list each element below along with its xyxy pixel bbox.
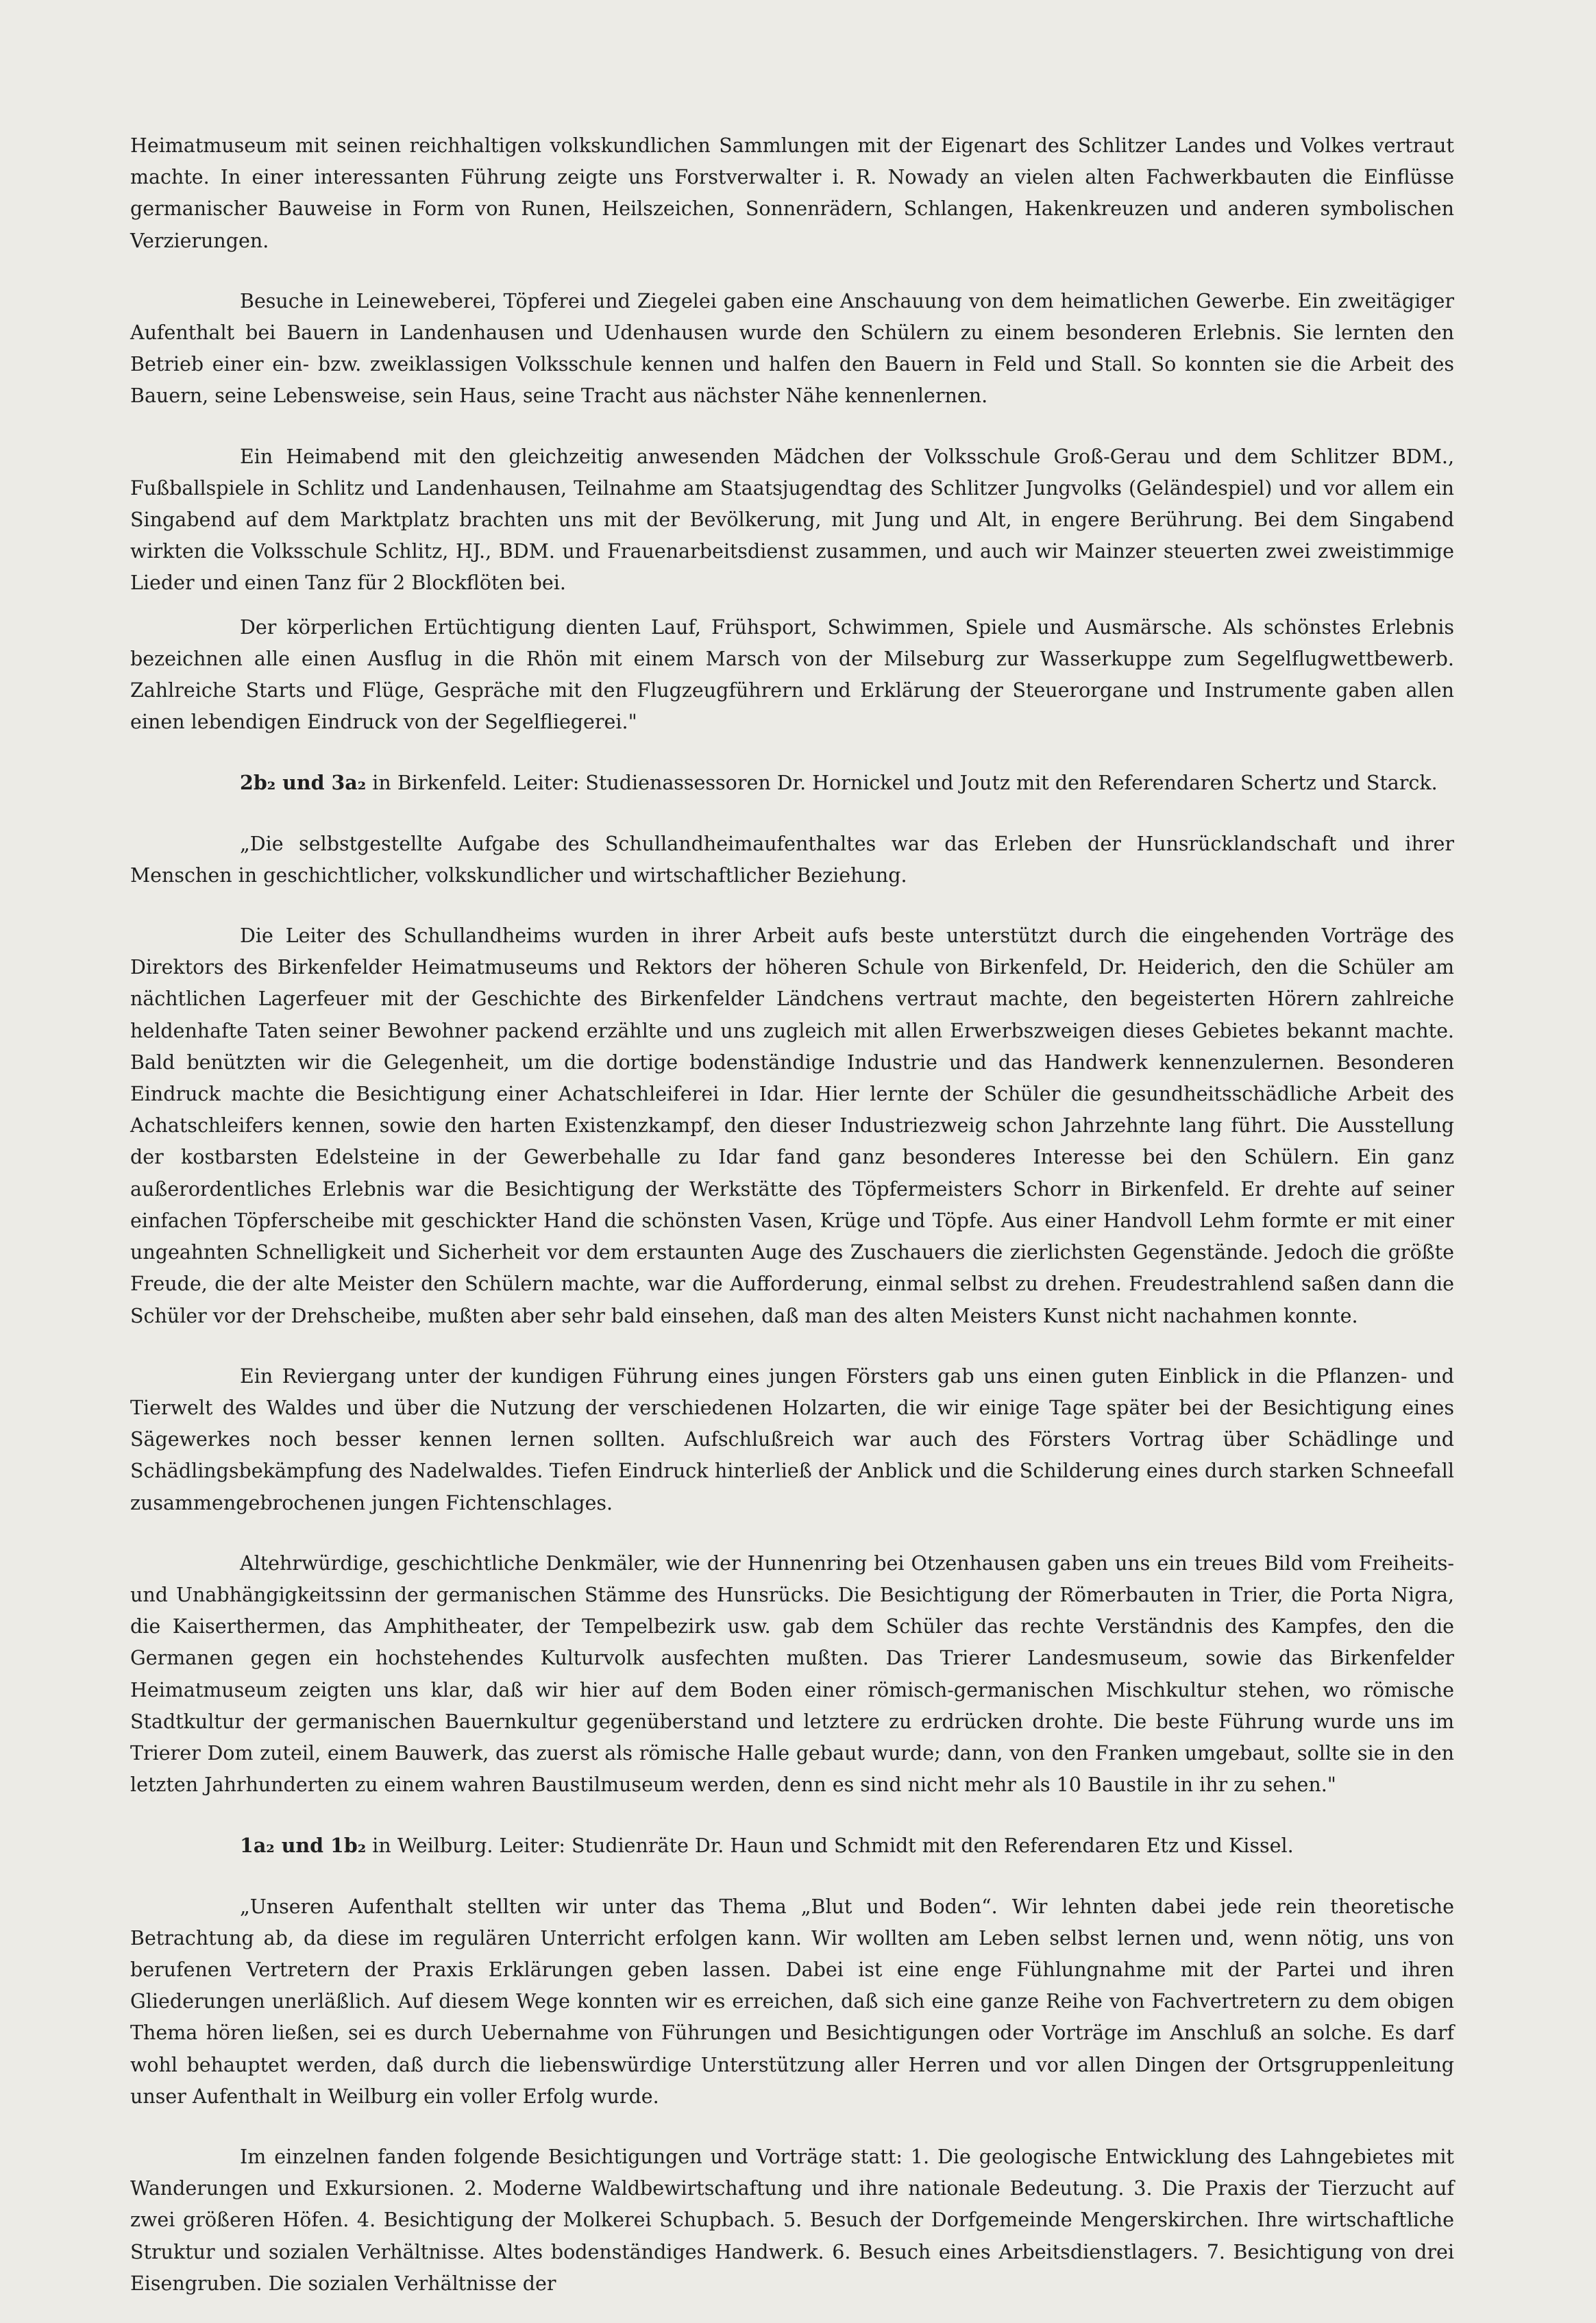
paragraph-8: Ein Reviergang unter der kundigen Führung eines jungen Försters gab uns einen guten Einblick in die Pflanzen- und Tierwelt des Waldes und über die Nutzung der verschiedenen Holzarten, die wir einige Tage später bei der Besichtigung eines Sägewerkes noch besser kennen lernen sollten. Aufschlußreich war auch des Försters Vortrag über Schädlinge und Schädlingsbekämpfung des Nadelwaldes. Tiefen Eindruck hinterließ der Anblick und die Schilderung eines durch starken Schneefall zusammengebrochenen jungen Fichtenschlages.	[130, 1364, 1454, 1514]
paragraph-3: Ein Heimabend mit den gleichzeitig anwesenden Mädchen der Volksschule Groß-Gerau und dem Schlitzer BDM., Fußballspiele in Schlitz und Landenhausen, Teilnahme am Staatsjugendtag des Schlitzer Jungvolks (Geländespiel) und vor allem ein Singabend auf dem Marktplatz brachten uns mit der Bevölkerung, mit Jung und Alt, in engere Berührung. Bei dem Singabend wirkten die Volksschule Schlitz, HJ., BDM. und Frauenarbeitsdienst zusammen, und auch wir Mainzer steuerten zwei zweistimmige Lieder und einen Tanz für 2 Blockflöten bei.	[130, 445, 1454, 595]
section-weilburg	[130, 1830, 1454, 1862]
paragraph-7: Die Leiter des Schullandheims wurden in ihrer Arbeit aufs beste unterstützt durch die eingehenden Vorträge des Direktors des Birkenfelder Heimatmuseums und Rektors der höheren Schule von Birkenfeld, Dr. Heiderich, den die Schüler am nächtlichen Lagerfeuer mit der Geschichte des Birkenfelder Ländchens vertraut machte, den begeisterten Hörern zahlreiche heldenhafte Taten seiner Bewohner packend erzählte und uns zugleich mit allen Erwerbszweigen dieses Gebietes bekannt machte. Bald benützten wir die Gelegenheit, um die dortige bodenständige Industrie und das Handwerk kennenzulernen. Besonderen Eindruck machte die Besichtigung einer Achatschleiferei in Idar. Hier lernte der Schüler die gesundheitsschädliche Arbeit des Achatschleifers kennen, sowie den harten Existenzkampf, den dieser Industriezweig schon Jahrzehnte lang führt. Die Ausstellung der kostbarsten Edelsteine in der Gewerbehalle zu Idar fand ganz besonderes Interesse bei den Schülern. Ein ganz außerordentliches Erlebnis war die Besichtigung der Werkstätte des Töpfermeisters Schorr in Birkenfeld. Er drehte auf seiner einfachen Töpferscheibe mit geschickter Hand die schönsten Vasen, Krüge und Töpfe. Aus einer Handvoll Lehm formte er mit einer ungeahnten Schnelligkeit und Sicherheit vor dem erstaunten Auge des Zuschauers die zierlichsten Gegenstände. Jedoch die größte Freude, die der alte Meister den Schülern machte, war die Aufforderung, einmal selbst zu drehen. Freudestrahlend saßen dann die Schüler vor der Drehscheibe, mußten aber sehr bald einsehen, daß man des alten Meisters Kunst nicht nachahmen konnte.	[130, 924, 1454, 1327]
section-birkenfeld	[130, 767, 1454, 799]
paragraph-1: Heimatmuseum mit seinen reichhaltigen volkskundlichen Sammlungen mit der Eigenart des Schlitzer Landes und Volkes vertraut machte. In einer interessanten Führung zeigte uns Forstverwalter i. R. Nowady an vielen alten Fachwerkbauten die Einflüsse germanischer Bauweise in Form von Runen, Heilszeichen, Sonnenrädern, Schlangen, Hakenkreuzen und anderen symbolischen Verzierungen.	[130, 134, 1454, 252]
paragraph-12: Im einzelnen fanden folgende Besichtigungen und Vorträge statt: 1. Die geologische Entwicklung des Lahngebietes mit Wanderungen und Exkursionen. 2. Moderne Waldbewirtschaftung und ihre nationale Bedeutung. 3. Die Praxis der Tierzucht auf zwei größeren Höfen. 4. Besichtigung der Molkerei Schupbach. 5. Besuch der Dorfgemeinde Mengerskirchen. Ihre wirtschaftliche Struktur und sozialen Verhältnisse. Altes bodenständiges Handwerk. 6. Besuch eines Arbeitsdienstlagers. 7. Besichtigung von drei Eisengruben. Die sozialen Verhältnisse der	[130, 2145, 1454, 2295]
section-birkenfeld-text: in Birkenfeld. Leiter: Studienassessoren Dr. Hornickel und Joutz mit den Referendaren Schertz und Starck.	[372, 772, 1438, 795]
paragraph-4: Der körperlichen Ertüchtigung dienten Lauf, Frühsport, Schwimmen, Spiele und Ausmärsche. Als schönstes Erlebnis bezeichnen alle einen Ausflug in die Rhön mit einem Marsch von der Milseburg zur Wasserkuppe zum Segelflugwettbewerb. Zahlreiche Starts und Flüge, Gespräche mit den Flugzeugführern und Erklärung der Steuerorgane und Instrumente gaben allen einen lebendigen Eindruck von der Segelfliegerei."	[130, 615, 1454, 734]
document-body	[130, 130, 1454, 2300]
section-birkenfeld-classes: 2b₂ und 3a₂	[240, 771, 367, 795]
paragraph-2: Besuche in Leineweberei, Töpferei und Ziegelei gaben eine Anschauung von dem heimatlichen Gewerbe. Ein zweitägiger Aufenthalt bei Bauern in Landenhausen und Udenhausen wurde den Schülern zu einem besonderen Erlebnis. Sie lernten den Betrieb einer ein- bzw. zweiklassigen Volksschule kennen und halfen den Bauern in Feld und Stall. So konnten sie die Arbeit des Bauern, seine Lebensweise, sein Haus, seine Tracht aus nächster Nähe kennenlernen.	[130, 289, 1454, 408]
section-weilburg-classes: 1a₂ und 1b₂	[240, 1834, 367, 1858]
paragraph-6: „Die selbstgestellte Aufgabe des Schullandheimaufenthaltes war das Erleben der Hunsrücklandschaft und ihrer Menschen in geschichtlicher, volkskundlicher und wirtschaftlicher Beziehung.	[130, 832, 1454, 887]
paragraph-9: Altehrwürdige, geschichtliche Denkmäler, wie der Hunnenring bei Otzenhausen gaben uns ein treues Bild vom Freiheits- und Unabhängigkeitssinn der germanischen Stämme des Hunsrücks. Die Besichtigung der Römerbauten in Trier, die Porta Nigra, die Kaiserthermen, das Amphitheater, der Tempelbezirk usw. gab dem Schüler das rechte Verständnis des Kampfes, den die Germanen gegen ein hochstehendes Kulturvolk ausfechten mußten. Das Trierer Landesmuseum, sowie das Birkenfelder Heimatmuseum zeigten uns klar, daß wir hier auf dem Boden einer römisch-germanischen Mischkultur stehen, wo römische Stadtkultur der germanischen Bauernkultur gegenüberstand und letztere zu erdrücken drohte. Die beste Führung wurde uns im Trierer Dom zuteil, einem Bauwerk, das zuerst als römische Halle gebaut wurde; dann, von den Franken umgebaut, sollte sie in den letzten Jahrhunderten zu einem wahren Baustilmuseum werden, denn es sind nicht mehr als 10 Baustile in ihr zu sehen."	[130, 1551, 1454, 1797]
section-weilburg-text: in Weilburg. Leiter: Studienräte Dr. Haun und Schmidt mit den Referendaren Etz und Kissel.	[372, 1834, 1294, 1858]
paragraph-11: „Unseren Aufenthalt stellten wir unter das Thema „Blut und Boden“. Wir lehnten dabei jede rein theoretische Betrachtung ab, da diese im regulären Unterricht erfolgen kann. Wir wollten am Leben selbst lernen und, wenn nötig, uns von berufenen Vertretern der Praxis Erklärungen geben lassen. Dabei ist eine enge Fühlungnahme mit der Partei und ihren Gliederungen unerläßlich. Auf diesem Wege konnten wir es erreichen, daß sich eine ganze Reihe von Fachvertretern zu dem obigen Thema hören ließen, sei es durch Uebernahme von Führungen und Besichtigungen oder Vorträge im Anschluß an solche. Es darf wohl behauptet werden, daß durch die liebenswürdige Unterstützung aller Herren und vor allen Dingen der Ortsgruppenleitung unser Aufenthalt in Weilburg ein voller Erfolg wurde.	[130, 1895, 1454, 2108]
